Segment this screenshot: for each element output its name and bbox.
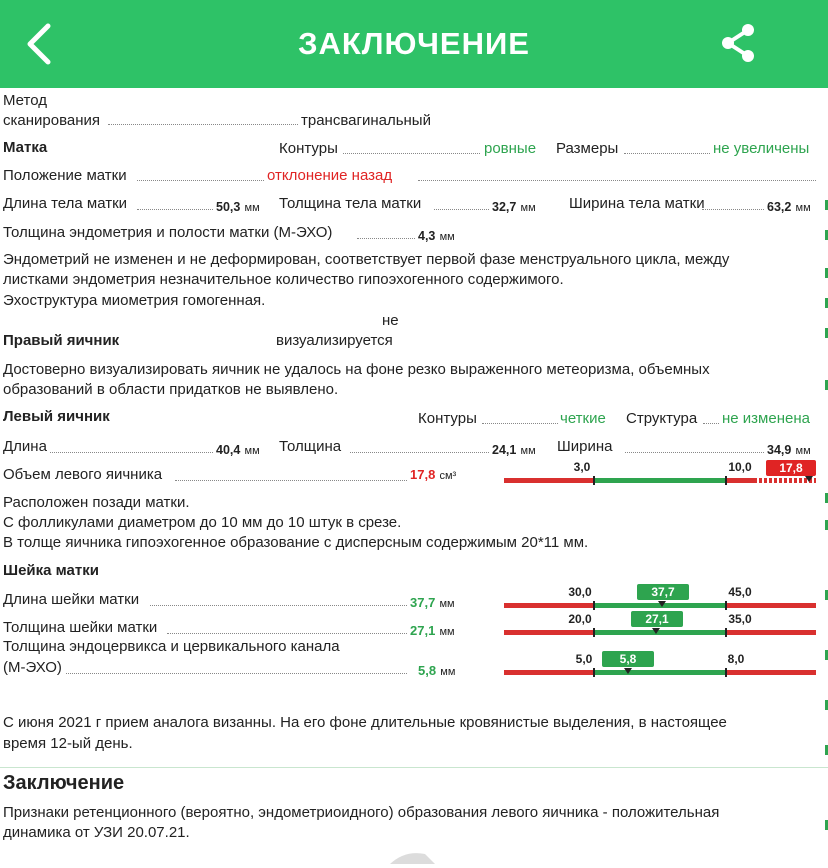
cervix-thickness-value: 27,1 (410, 623, 436, 638)
left-ovary-width-label: Ширина (557, 438, 613, 455)
cervix-title: Шейка матки (3, 562, 99, 579)
dotted-leader (703, 423, 719, 424)
left-ovary-thickness-unit: мм (520, 445, 536, 457)
range-tick (593, 601, 595, 610)
dotted-leader (343, 153, 480, 154)
left-ovary-contours-value: четкие (560, 410, 606, 427)
range-marker (624, 668, 632, 674)
range-marker (652, 628, 660, 634)
dotted-leader (357, 238, 415, 239)
range-bar-high (726, 603, 816, 608)
cervix-length-range-max: 45,0 (728, 585, 752, 599)
range-bar-low (504, 603, 594, 608)
range-tick (725, 476, 727, 485)
dotted-leader (625, 452, 764, 453)
uterus-position-label: Положение матки (3, 167, 127, 184)
right-ovary-status-2: визуализируется (276, 332, 393, 349)
uterus-contours-value: ровные (484, 140, 537, 157)
range-bar-normal (594, 670, 726, 675)
dotted-leader (108, 124, 298, 125)
conclusion-title: Заключение (3, 772, 125, 794)
conclusion-text-2: динамика от УЗИ 20.07.21. (3, 824, 190, 841)
right-ovary-text-2: образований в области придатков не выявлено. (3, 381, 339, 398)
endometrium-text-2: листками эндометрия незначительное количество гипоэхогенного содержимого. (3, 271, 564, 288)
method-label-2: сканирования (3, 112, 101, 129)
cervix-thickness-unit: мм (439, 626, 455, 638)
left-ovary-title: Левый яичник (3, 408, 110, 425)
left-ovary-volume-value: 17,8 (410, 467, 436, 482)
range-bar-high (726, 670, 816, 675)
left-ovary-text-3: В толще яичника гипоэхогенное образование с дисперсным содержимым 20*11 мм. (3, 534, 589, 551)
range-bar-normal (594, 630, 726, 635)
uterus-length-label: Длина тела матки (3, 195, 128, 212)
method-label-1: Метод (3, 92, 47, 109)
left-ovary-length-unit: мм (244, 445, 260, 457)
dotted-leader (137, 209, 213, 210)
range-tick (593, 628, 595, 637)
cervix-length-label: Длина шейки матки (3, 591, 140, 608)
cervix-canal-current-badge: 5,8 (602, 651, 654, 667)
left-ovary-width-value: 34,9 (767, 443, 792, 457)
cervix-canal-label-1: Толщина эндоцервикса и цервикального канала (3, 638, 340, 655)
cervix-length-current-badge: 37,7 (637, 584, 689, 600)
left-ovary-structure-label: Структура (626, 410, 698, 427)
left-ovary-thickness-value: 24,1 (492, 443, 517, 457)
volume-range-current-badge: 17,8 (766, 460, 816, 476)
uterus-title: Матка (3, 139, 48, 156)
cervix-length-range-min: 30,0 (568, 585, 592, 599)
uterus-length-value: 50,3 (216, 200, 241, 214)
left-ovary-length-value: 40,4 (216, 443, 241, 457)
left-ovary-text-1: Расположен позади матки. (3, 494, 190, 511)
volume-range-min: 3,0 (573, 460, 591, 474)
cervix-canal-range-max: 8,0 (727, 652, 745, 666)
cervix-canal-label-2: (М-ЭХО) (3, 659, 62, 676)
dotted-leader (167, 633, 407, 634)
watermark-icon (385, 850, 445, 864)
uterus-thickness-unit: мм (520, 202, 536, 214)
endometrium-label: Толщина эндометрия и полости матки (М-ЭХО) (3, 224, 333, 241)
uterus-size-value: не увеличены (713, 140, 810, 157)
dotted-leader (624, 153, 710, 154)
uterus-width-unit: мм (795, 202, 811, 214)
page-title: ЗАКЛЮЧЕНИЕ (298, 26, 530, 61)
volume-range-max: 10,0 (728, 460, 752, 474)
note-text-1: С июня 2021 г прием аналога визанны. На его фоне длительные кровянистые выделения, в настоящее (3, 714, 727, 731)
range-marker (658, 601, 666, 607)
range-tick (725, 628, 727, 637)
left-ovary-text-2: С фолликулами диаметром до 10 мм до 10 штук в срезе. (3, 514, 402, 531)
cervix-thickness-range-max: 35,0 (728, 612, 752, 626)
dotted-leader (150, 605, 407, 606)
left-ovary-structure-value: не изменена (722, 410, 810, 427)
left-ovary-contours-label: Контуры (418, 410, 477, 427)
uterus-contours-label: Контуры (279, 140, 338, 157)
cervix-thickness-current-badge: 27,1 (631, 611, 683, 627)
dotted-leader (702, 209, 764, 210)
dotted-leader (50, 452, 213, 453)
range-tick (593, 668, 595, 677)
range-bar-low (504, 670, 594, 675)
left-ovary-length-label: Длина (3, 438, 47, 455)
uterus-thickness-label: Толщина тела матки (279, 195, 422, 212)
left-ovary-volume-unit: см³ (439, 470, 457, 482)
share-icon[interactable] (718, 22, 758, 64)
uterus-width-value: 63,2 (767, 200, 792, 214)
range-bar-normal (594, 478, 726, 483)
uterus-length-unit: мм (244, 202, 260, 214)
cervix-thickness-range-min: 20,0 (568, 612, 592, 626)
left-ovary-volume-label: Объем левого яичника (3, 466, 163, 483)
range-tick (593, 476, 595, 485)
myometrium-text: Эхоструктура миометрия гомогенная. (3, 292, 266, 309)
conclusion-text-1: Признаки ретенционного (вероятно, эндометриоидного) образования левого яичника - положительная (3, 804, 720, 821)
cervix-canal-unit: мм (440, 666, 456, 678)
endometrium-text-1: Эндометрий не изменен и не деформирован, соответствует первой фазе менструального цикла, между (3, 251, 730, 268)
cervix-length-unit: мм (439, 598, 455, 610)
left-ovary-thickness-label: Толщина (279, 438, 342, 455)
dotted-leader (350, 452, 489, 453)
uterus-width-label: Ширина тела матки (569, 195, 705, 212)
method-value: трансвагинальный (301, 112, 431, 129)
dotted-leader (418, 180, 816, 181)
uterus-position-value: отклонение назад (267, 167, 393, 184)
cervix-canal-range-min: 5,0 (575, 652, 593, 666)
dotted-leader (482, 423, 558, 424)
cervix-thickness-label: Толщина шейки матки (3, 619, 158, 636)
note-text-2: время 12-ый день. (3, 735, 133, 752)
range-marker (805, 476, 813, 482)
dotted-leader (175, 480, 407, 481)
left-ovary-width-unit: мм (795, 445, 811, 457)
section-divider (0, 767, 828, 768)
right-ovary-title: Правый яичник (3, 332, 120, 349)
uterus-size-label: Размеры (556, 140, 619, 157)
dotted-leader (66, 673, 407, 674)
range-bar-low (504, 630, 594, 635)
dotted-leader (137, 180, 264, 181)
range-tick (725, 668, 727, 677)
range-tick (725, 601, 727, 610)
app-header (0, 0, 828, 88)
right-ovary-status-1: не (382, 312, 399, 329)
uterus-thickness-value: 32,7 (492, 200, 517, 214)
dotted-leader (434, 209, 489, 210)
range-bar-low (504, 478, 594, 483)
range-bar-high (726, 630, 816, 635)
cervix-length-value: 37,7 (410, 595, 436, 610)
range-bar-high (726, 478, 754, 483)
endometrium-value: 4,3 (418, 229, 436, 243)
cervix-canal-value: 5,8 (418, 663, 437, 678)
right-ovary-text-1: Достоверно визуализировать яичник не удалось на фоне резко выраженного метеоризма, объемных (3, 361, 710, 378)
endometrium-unit: мм (439, 231, 455, 243)
